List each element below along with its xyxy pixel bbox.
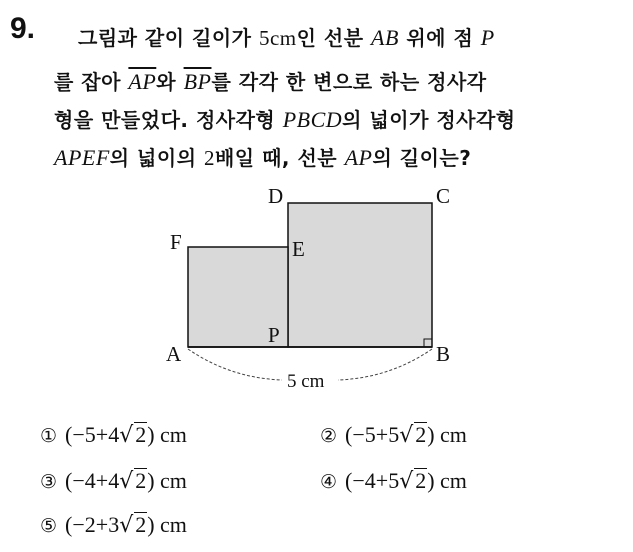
choice-3[interactable] xyxy=(40,468,187,494)
question-text: 형을 만들었다. 정사각형 xyxy=(54,108,283,132)
question-text: 를 각각 한 변으로 하는 정사각 xyxy=(211,70,487,94)
choice-expression: (−4+4 xyxy=(65,468,120,493)
question-text: 와 xyxy=(156,70,184,94)
choice-4[interactable] xyxy=(320,468,467,494)
radicand: 2 xyxy=(135,422,147,447)
length-label: 5 cm xyxy=(287,371,325,392)
label-p: P xyxy=(268,323,280,347)
label-b: B xyxy=(436,342,451,366)
label-f: F xyxy=(170,230,182,254)
choice-expression: (−4+5 xyxy=(345,468,400,493)
choice-unit: ) cm xyxy=(147,422,187,447)
choice-expression: (−2+3 xyxy=(65,512,120,537)
radicand: 2 xyxy=(415,422,427,447)
math-number: 5 xyxy=(258,26,270,50)
sqrt-icon: √ xyxy=(399,423,414,448)
math-square-name: APEF xyxy=(54,145,110,170)
math-segment-name: AB xyxy=(371,25,399,50)
question-text: 인 선분 xyxy=(296,26,371,50)
label-e: E xyxy=(292,237,305,261)
radicand: 2 xyxy=(415,468,427,493)
math-segment-ap: $\overline{AP}$ xyxy=(128,69,157,94)
question-text: 의 넓이의 xyxy=(109,146,204,170)
choice-marker: ① xyxy=(40,425,58,447)
math-point-name: P xyxy=(480,25,495,50)
choice-expression: (−5+4 xyxy=(65,422,120,447)
sqrt-icon: √ xyxy=(119,469,134,494)
question-text: 배일 때, 선분 xyxy=(214,146,345,170)
choice-marker: ⑤ xyxy=(40,515,58,537)
choice-2[interactable] xyxy=(320,422,467,448)
question-text: 의 넓이가 정사각형 xyxy=(342,108,516,132)
radicand: 2 xyxy=(135,468,147,493)
choice-marker: ④ xyxy=(320,471,338,493)
choice-unit: ) cm xyxy=(427,468,467,493)
sqrt-icon: √ xyxy=(119,423,134,448)
math-segment-bp: $\overline{BP}$ xyxy=(183,69,212,94)
question-text: 위에 점 xyxy=(398,26,481,50)
length-brace xyxy=(338,349,432,380)
choice-5[interactable] xyxy=(40,512,187,538)
choice-unit: ) cm xyxy=(147,468,187,493)
choice-unit: ) cm xyxy=(147,512,187,537)
question-number: 9. xyxy=(10,12,36,45)
question-text: 의 길이는? xyxy=(372,146,472,170)
question-text: 를 잡아 xyxy=(54,70,129,94)
choice-marker: ② xyxy=(320,425,338,447)
label-c: C xyxy=(436,184,451,208)
math-number: 2 xyxy=(203,146,215,170)
label-d: D xyxy=(268,184,284,208)
label-a: A xyxy=(166,342,182,366)
math-segment-name: AP xyxy=(344,145,373,170)
unit-text: cm xyxy=(269,26,297,50)
choice-unit: ) cm xyxy=(427,422,467,447)
radicand: 2 xyxy=(135,512,147,537)
choice-1[interactable] xyxy=(40,422,187,448)
sqrt-icon: √ xyxy=(399,469,414,494)
sqrt-icon: √ xyxy=(119,513,134,538)
question-text: 그림과 같이 길이가 xyxy=(78,26,259,50)
choice-marker: ③ xyxy=(40,471,58,493)
length-brace xyxy=(188,349,282,380)
math-square-name: PBCD xyxy=(282,107,343,132)
square-pbcd xyxy=(288,203,432,347)
choice-expression: (−5+5 xyxy=(345,422,400,447)
